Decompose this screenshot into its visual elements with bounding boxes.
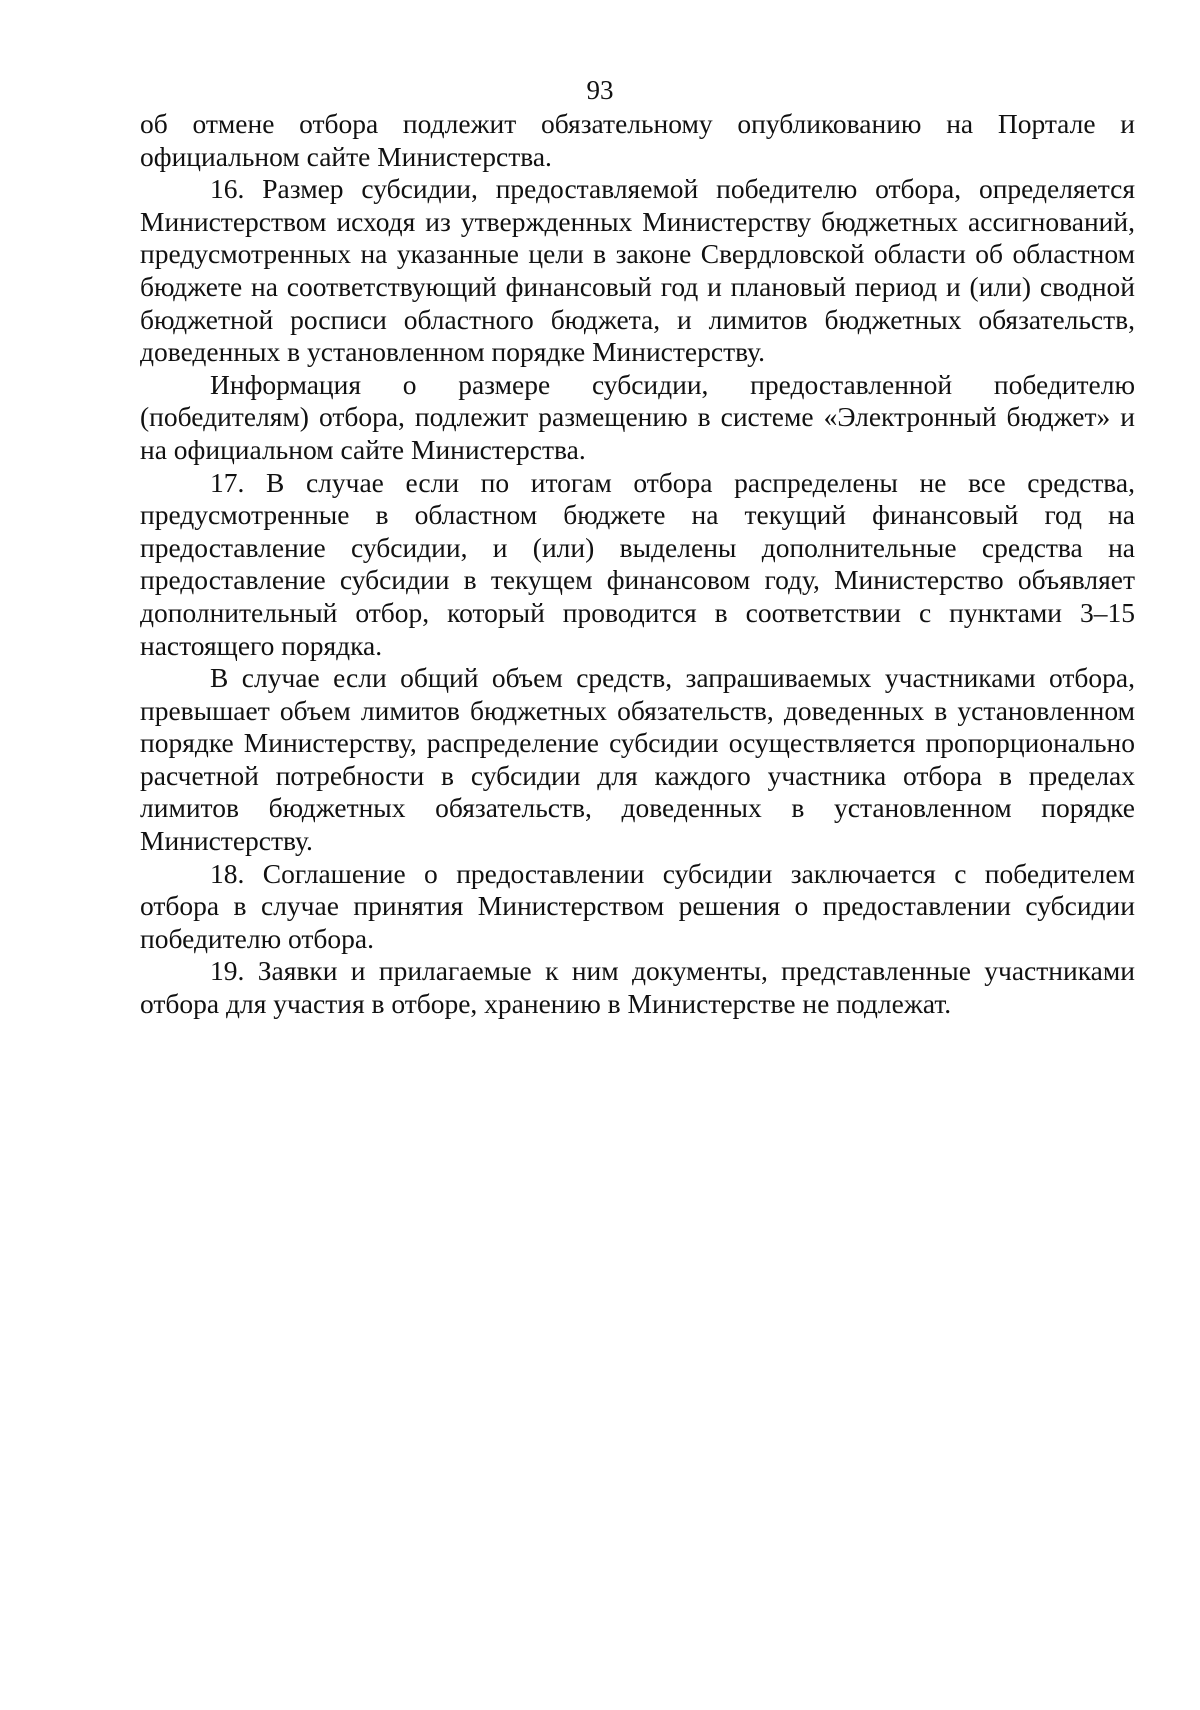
- paragraph-item-19: 19. Заявки и прилагаемые к ним документы, представленные участниками отбора для участия в отборе, хранению в Министерстве не подлежат.: [140, 955, 1135, 1020]
- page-number: 93: [586, 75, 614, 105]
- paragraph-item-17: 17. В случае если по итогам отбора распределены не все средства, предусмотренные в областном бюджете на текущий финансовый год на предоставление субсидии, и (или) выделены дополнительные средства на предоставление субсидии в текущем финансовом году, Министерство объявляет дополнительный отбор, который проводится в соответствии с пунктами 3–15 настоящего порядка.: [140, 466, 1135, 661]
- paragraph-subsidy-info: Информация о размере субсидии, предоставленной победителю (победителям) отбора, подлежит размещению в системе «Электронный бюджет» и на официальном сайте Министерства.: [140, 368, 1135, 465]
- paragraph-continuation: об отмене отбора подлежит обязательному опубликованию на Портале и официальном сайте Министерства.: [140, 108, 1135, 172]
- paragraph-item-18: 18. Соглашение о предоставлении субсидии заключается с победителем отбора в случае принятия Министерством решения о предоставлении субсидии победителю отбора.: [140, 857, 1135, 954]
- paragraph-item-16: 16. Размер субсидии, предоставляемой победителю отбора, определяется Министерством исходя из утвержденных Министерству бюджетных ассигнований, предусмотренных на указанные цели в законе Свердловской области об областном бюджете на соответствующий финансовый год и плановый период и (или) сводной бюджетной росписи областного бюджета, и лимитов бюджетных обязательств, доведенных в установленном порядке Министерству.: [140, 173, 1135, 368]
- paragraph-proportional-distribution: В случае если общий объем средств, запрашиваемых участниками отбора, превышает объем лимитов бюджетных обязательств, доведенных в установленном порядке Министерству, распределение субсидии осуществляется пропорционально расчетной потребности в субсидии для каждого участника отбора в пределах лимитов бюджетных обязательств, доведенных в установленном порядке Министерству.: [140, 662, 1135, 857]
- document-body: [140, 108, 1135, 1021]
